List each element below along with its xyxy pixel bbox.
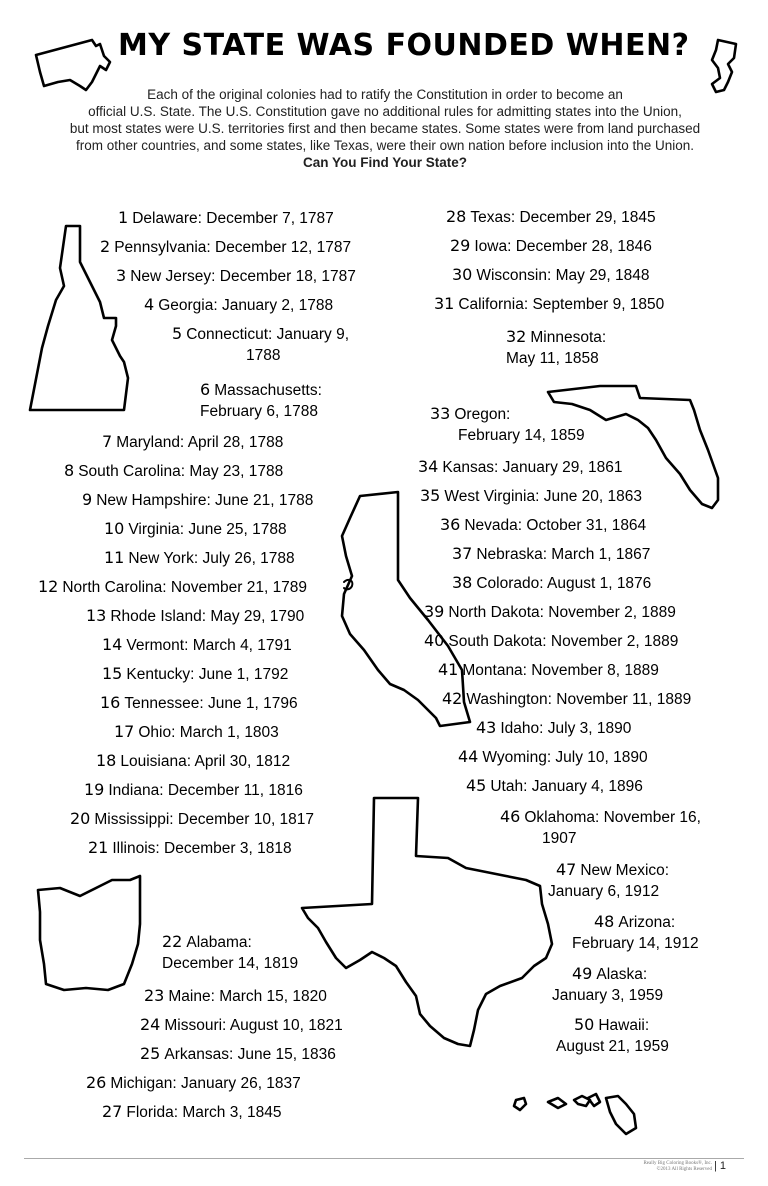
page-title: MY STATE WAS FOUNDED WHEN?: [118, 28, 690, 63]
state-entry: [442, 688, 691, 710]
state-number: 20: [70, 809, 91, 828]
state-date-continued: May 11, 1858: [506, 350, 599, 367]
state-number: 32: [506, 327, 527, 346]
state-entry: [458, 746, 648, 768]
state-entry: [38, 576, 307, 598]
state-number: 7: [102, 432, 113, 451]
state-date: Idaho: July 3, 1890: [500, 720, 632, 737]
state-number: 12: [38, 577, 59, 596]
state-date: South Carolina: May 23, 1788: [78, 463, 284, 480]
state-entry: [418, 456, 622, 478]
state-entry: [500, 806, 701, 849]
state-entry: [102, 634, 292, 656]
state-number: 15: [102, 664, 123, 683]
state-number: 46: [500, 807, 521, 826]
state-entry: [452, 543, 650, 565]
state-number: 25: [140, 1044, 161, 1063]
state-date: Indiana: December 11, 1816: [108, 782, 303, 799]
state-date: New Hampshire: June 21, 1788: [96, 492, 314, 509]
state-entry: [88, 837, 292, 859]
credit-line: Really Big Coloring Books®, Inc.: [643, 1161, 712, 1166]
state-entry: [116, 265, 356, 287]
state-entry: [452, 264, 650, 286]
credit-line: ©2013 All Rights Reserved: [656, 1167, 712, 1172]
state-date: Louisiana: April 30, 1812: [120, 753, 291, 770]
state-date: New York: July 26, 1788: [128, 550, 295, 567]
state-number: 31: [434, 294, 455, 313]
intro-line: Each of the original colonies had to ratify the Constitution in order to become an: [147, 87, 623, 102]
state-date: Arkansas: June 15, 1836: [164, 1046, 336, 1063]
state-date: Hawaii:: [598, 1017, 650, 1034]
state-number: 24: [140, 1015, 161, 1034]
state-date: Washington: November 11, 1889: [466, 691, 692, 708]
state-date: Oregon:: [454, 406, 511, 423]
state-entry: [100, 236, 351, 258]
state-date: South Dakota: November 2, 1889: [448, 633, 679, 650]
state-entry: [100, 692, 298, 714]
state-date: Michigan: January 26, 1837: [110, 1075, 301, 1092]
state-entry: [144, 294, 333, 316]
state-date: Iowa: December 28, 1846: [474, 238, 652, 255]
state-entry: [140, 1014, 343, 1036]
state-entry: [104, 547, 295, 569]
state-number: 45: [466, 776, 487, 795]
state-number: 9: [82, 490, 93, 509]
state-number: 1: [118, 208, 129, 227]
state-entry: [172, 323, 349, 366]
state-date: Missouri: August 10, 1821: [164, 1017, 343, 1034]
intro-line: official U.S. State. The U.S. Constitution gave no additional rules for admitting states into the Union,: [88, 104, 682, 119]
state-date: Wyoming: July 10, 1890: [482, 749, 648, 766]
state-date: Georgia: January 2, 1788: [158, 297, 334, 314]
state-date: North Dakota: November 2, 1889: [448, 604, 676, 621]
state-number: 33: [430, 404, 451, 423]
state-entry: [200, 379, 322, 422]
state-entry: [114, 721, 279, 743]
state-entry: [466, 775, 643, 797]
state-date-continued: 1907: [542, 830, 577, 847]
state-date: Kansas: January 29, 1861: [442, 459, 623, 476]
state-entry: [424, 630, 678, 652]
intro-line: but most states were U.S. territories first and then became states. Some states were from land purchased: [69, 121, 701, 136]
state-date: Connecticut: January 9,: [186, 326, 350, 343]
state-number: 18: [96, 751, 117, 770]
state-entry: [82, 489, 313, 511]
state-entry: [96, 750, 290, 772]
state-number: 40: [424, 631, 445, 650]
state-date: Delaware: December 7, 1787: [132, 210, 334, 227]
state-number: 37: [452, 544, 473, 563]
state-entry: [452, 572, 651, 594]
state-entry: [450, 235, 652, 257]
state-entry: [438, 659, 659, 681]
state-date: West Virginia: June 20, 1863: [444, 488, 642, 505]
ohio-outline-icon: [38, 876, 140, 990]
massachusetts-outline-icon: [36, 40, 110, 90]
state-entry: [446, 206, 656, 228]
state-entry: [548, 859, 670, 902]
state-number: 22: [162, 932, 183, 951]
state-number: 3: [116, 266, 127, 285]
state-entry: [420, 485, 642, 507]
state-number: 21: [88, 838, 109, 857]
state-number: 47: [556, 860, 577, 879]
state-date: Alabama:: [186, 934, 252, 951]
hawaii-outline-icon: [514, 1094, 636, 1134]
state-date: Tennessee: June 1, 1796: [124, 695, 298, 712]
state-entry: [64, 460, 283, 482]
state-entry: [552, 963, 664, 1006]
state-entry: [102, 431, 283, 453]
state-number: 30: [452, 265, 473, 284]
state-entry: [104, 518, 287, 540]
state-date-continued: August 21, 1959: [556, 1038, 669, 1055]
state-number: 42: [442, 689, 463, 708]
state-number: 39: [424, 602, 445, 621]
page-number: | 1: [714, 1160, 727, 1172]
state-date-continued: January 6, 1912: [548, 883, 660, 900]
intro-line: from other countries, and some states, like Texas, were their own nation before inclusion into the Union.: [75, 138, 695, 153]
state-number: 10: [104, 519, 125, 538]
intro-paragraph: [30, 86, 740, 171]
state-number: 27: [102, 1102, 123, 1121]
state-date-continued: December 14, 1819: [162, 955, 299, 972]
state-date-continued: February 14, 1912: [572, 935, 699, 952]
state-date-continued: February 6, 1788: [200, 403, 319, 420]
state-number: 29: [450, 236, 471, 255]
state-entry: [102, 663, 288, 685]
state-number: 8: [64, 461, 75, 480]
state-date-continued: February 14, 1859: [458, 427, 585, 444]
state-number: 44: [458, 747, 479, 766]
state-entry: [162, 931, 298, 974]
state-date: California: September 9, 1850: [458, 296, 665, 313]
state-date: Virginia: June 25, 1788: [128, 521, 287, 538]
copyright-credit: [600, 1161, 712, 1173]
state-entry: [556, 1014, 669, 1057]
state-date: Massachusetts:: [214, 382, 322, 399]
state-number: 36: [440, 515, 461, 534]
state-date: Pennsylvania: December 12, 1787: [114, 239, 352, 256]
state-number: 35: [420, 486, 441, 505]
state-date: Nevada: October 31, 1864: [464, 517, 647, 534]
state-number: 41: [438, 660, 459, 679]
state-date: Oklahoma: November 16,: [524, 809, 701, 826]
state-entry: [430, 403, 585, 446]
state-date-continued: January 3, 1959: [552, 987, 664, 1004]
state-entry: [86, 1072, 301, 1094]
state-date: Florida: March 3, 1845: [126, 1104, 282, 1121]
state-number: 26: [86, 1073, 107, 1092]
state-number: 34: [418, 457, 439, 476]
state-date: Arizona:: [618, 914, 676, 931]
state-date: Maryland: April 28, 1788: [116, 434, 284, 451]
state-date: Mississippi: December 10, 1817: [94, 811, 315, 828]
footer-divider: [24, 1158, 744, 1159]
state-date: Illinois: December 3, 1818: [112, 840, 292, 857]
state-number: 4: [144, 295, 155, 314]
state-date: Texas: December 29, 1845: [470, 209, 656, 226]
state-entry: [434, 293, 664, 315]
state-entry: [102, 1101, 281, 1123]
state-date-continued: 1788: [246, 347, 281, 364]
state-date: Ohio: March 1, 1803: [138, 724, 279, 741]
intro-question: Can You Find Your State?: [302, 155, 467, 170]
state-number: 6: [200, 380, 211, 399]
state-date: Kentucky: June 1, 1792: [126, 666, 289, 683]
state-entry: [70, 808, 314, 830]
state-entry: [86, 605, 304, 627]
state-date: Rhode Island: May 29, 1790: [110, 608, 305, 625]
state-number: 28: [446, 207, 467, 226]
state-date: Minnesota:: [530, 329, 607, 346]
state-entry: [572, 911, 699, 954]
state-number: 2: [100, 237, 111, 256]
state-entry: [84, 779, 303, 801]
state-date: Montana: November 8, 1889: [462, 662, 659, 679]
state-number: 5: [172, 324, 183, 343]
state-date: Colorado: August 1, 1876: [476, 575, 652, 592]
state-number: 23: [144, 986, 165, 1005]
state-number: 38: [452, 573, 473, 592]
state-number: 16: [100, 693, 121, 712]
state-date: Maine: March 15, 1820: [168, 988, 327, 1005]
state-entry: [118, 207, 334, 229]
state-number: 17: [114, 722, 135, 741]
state-date: Nebraska: March 1, 1867: [476, 546, 651, 563]
state-number: 11: [104, 548, 125, 567]
state-entry: [424, 601, 676, 623]
state-date: Alaska:: [596, 966, 648, 983]
state-entry: [140, 1043, 336, 1065]
state-number: 19: [84, 780, 105, 799]
state-date: North Carolina: November 21, 1789: [62, 579, 308, 596]
state-date: Utah: January 4, 1896: [490, 778, 643, 795]
state-number: 14: [102, 635, 123, 654]
state-entry: [476, 717, 631, 739]
state-number: 13: [86, 606, 107, 625]
state-number: 48: [594, 912, 615, 931]
state-date: New Mexico:: [580, 862, 670, 879]
state-entry: [144, 985, 327, 1007]
state-number: 50: [574, 1015, 595, 1034]
state-number: 43: [476, 718, 497, 737]
state-entry: [506, 326, 606, 369]
state-date: Wisconsin: May 29, 1848: [476, 267, 650, 284]
state-entry: [440, 514, 646, 536]
state-number: 49: [572, 964, 593, 983]
state-date: Vermont: March 4, 1791: [126, 637, 292, 654]
state-date: New Jersey: December 18, 1787: [130, 268, 356, 285]
